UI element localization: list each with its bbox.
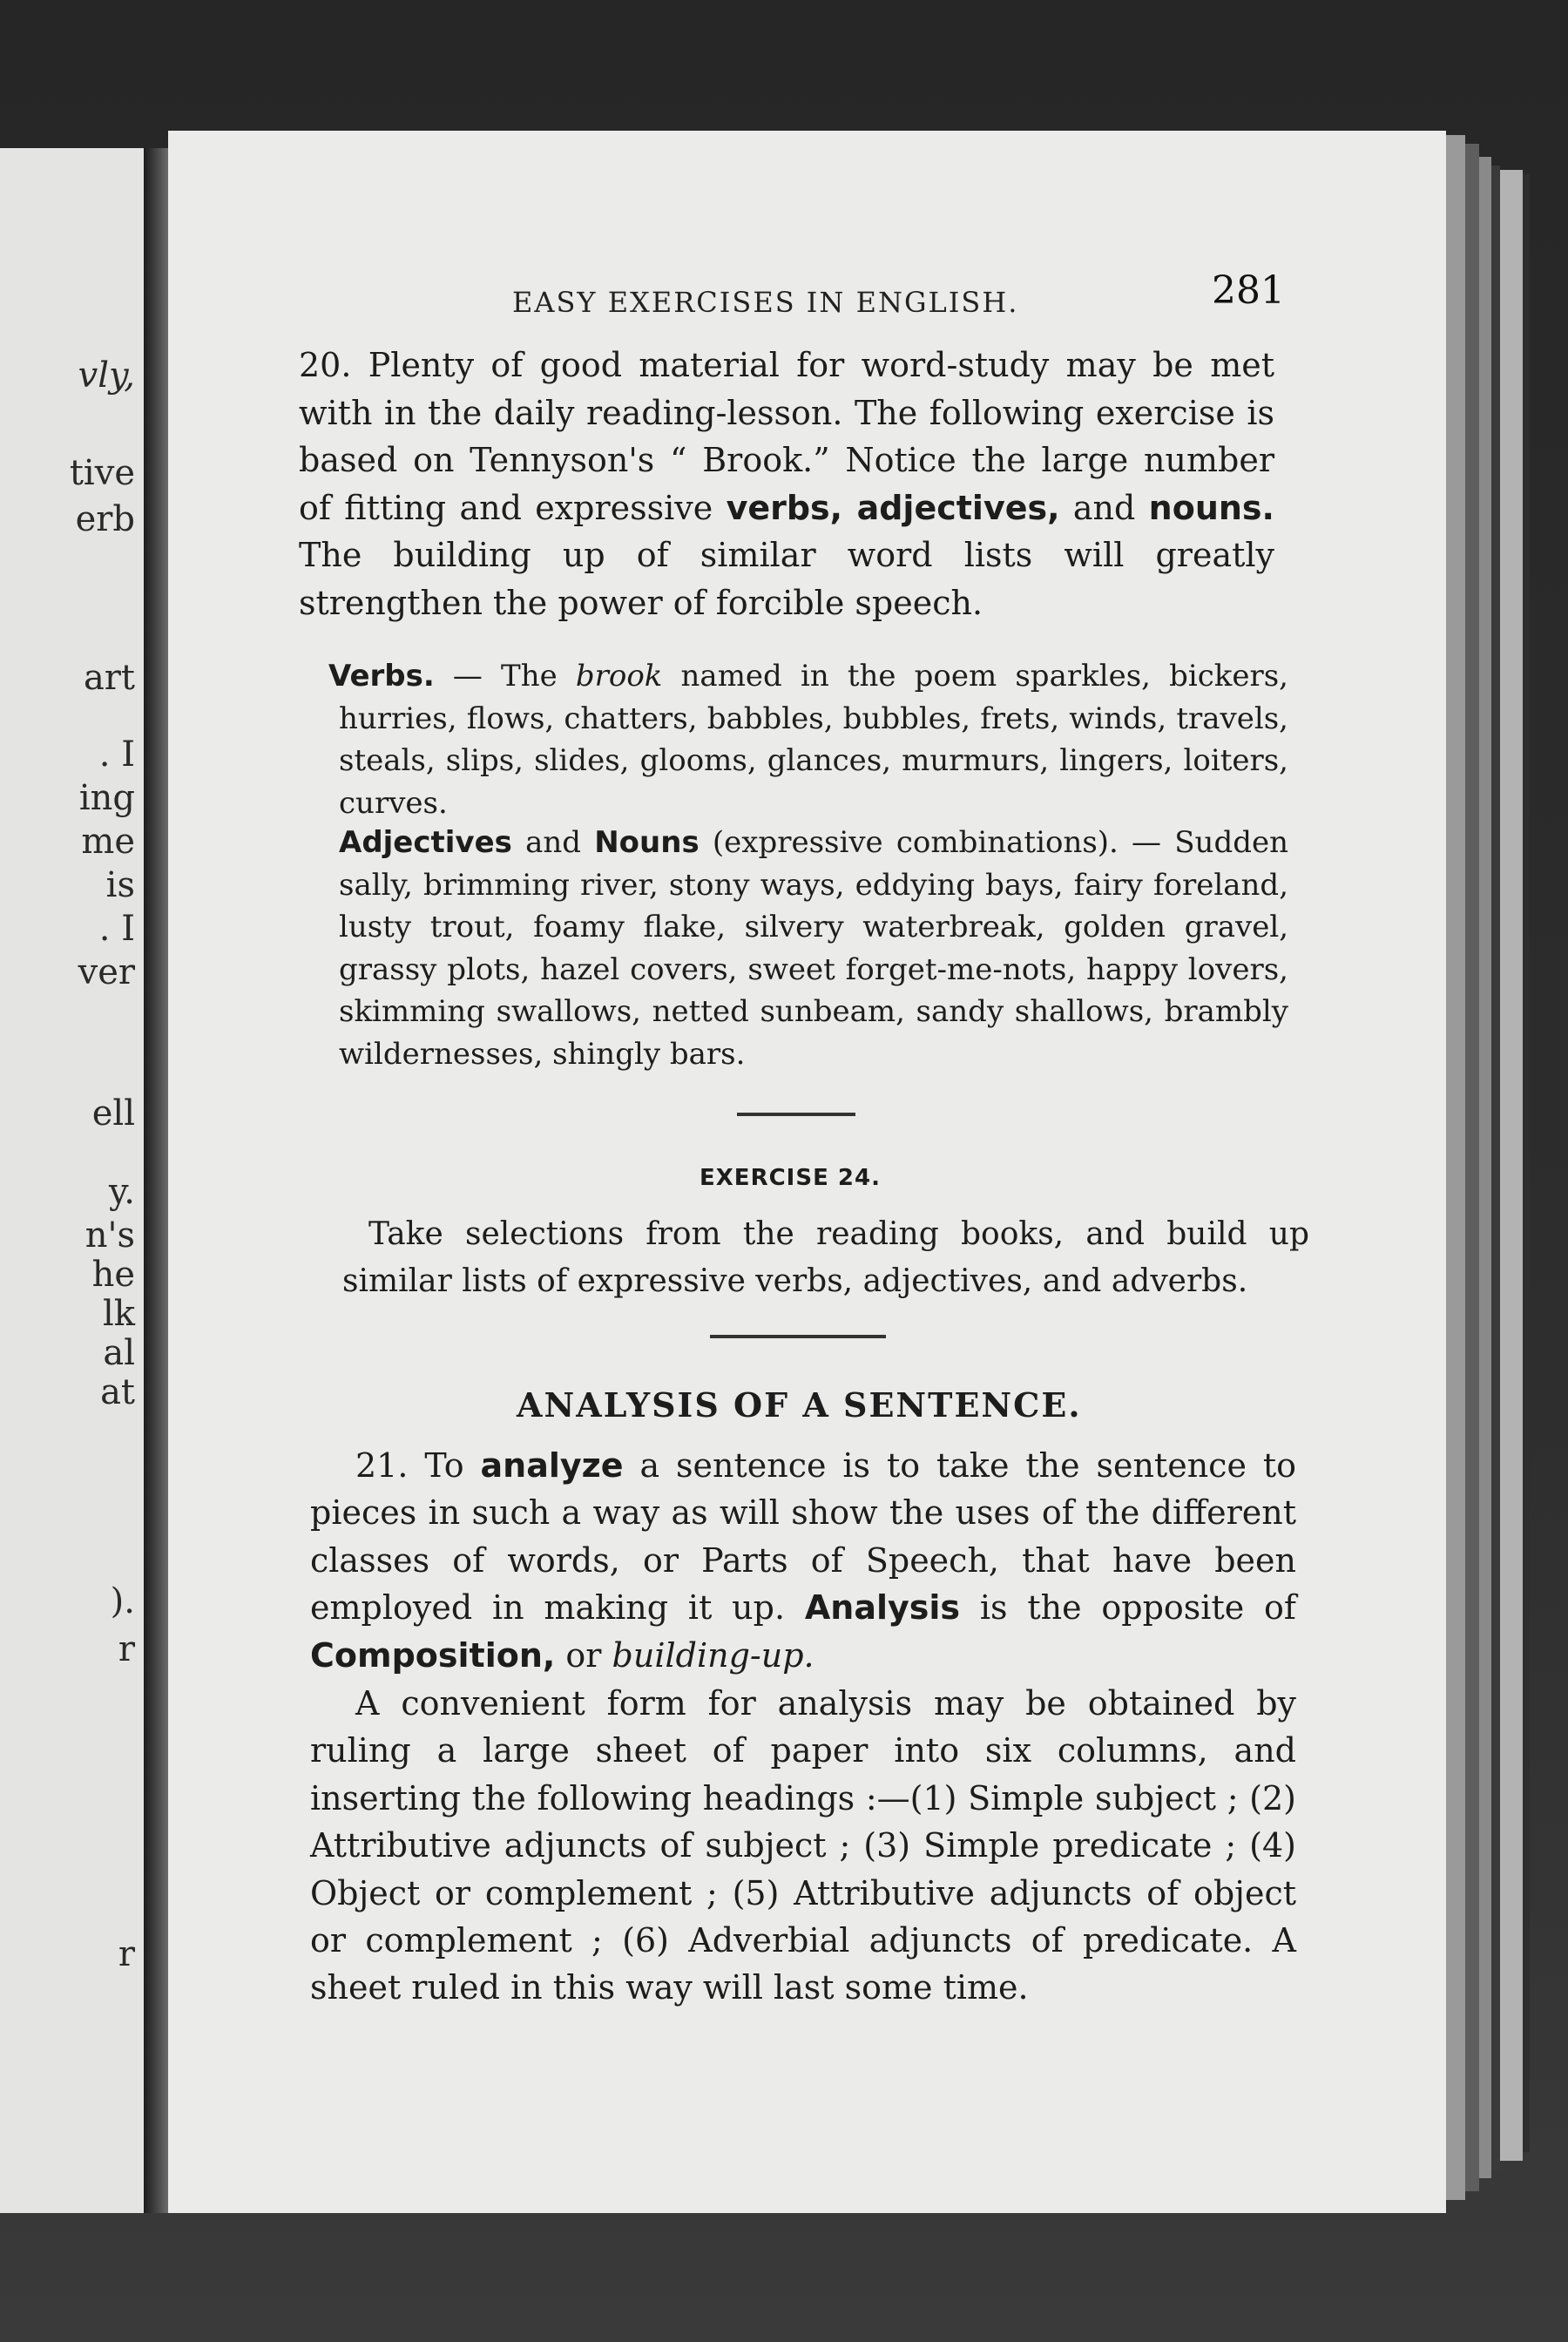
italic-term: brook xyxy=(575,659,663,694)
book-gutter xyxy=(144,148,168,2213)
paragraph-text: 21. To xyxy=(355,1446,481,1485)
left-page-text: n's xyxy=(84,1215,135,1256)
page-edge xyxy=(1446,135,1465,2200)
left-page-text: tive xyxy=(69,453,135,493)
paragraph-text: and xyxy=(1059,488,1149,527)
left-page-text: ver xyxy=(78,952,135,992)
exercise-heading: EXERCISE 24. xyxy=(700,1165,881,1191)
paragraph-text: 20. Plenty of good material for word-study may be met with in the daily reading-lesson. The following exercise is based on Tennyson's “ Brook.” Notice the large number of fitting and expressive xyxy=(299,346,1274,527)
bold-term: analyze xyxy=(480,1446,624,1485)
section-divider xyxy=(737,1113,855,1116)
left-page-text: y. xyxy=(109,1172,135,1212)
nouns-label: Nouns xyxy=(594,825,700,860)
left-page-text: . I xyxy=(98,909,135,949)
page-edge xyxy=(1479,157,1491,2178)
left-page-text: vly, xyxy=(78,355,135,396)
left-page-fragment xyxy=(0,148,144,2213)
analysis-form-paragraph: A convenient form for analysis may be obtained by ruling a large sheet of paper into six columns, and inserting the following headings :—(1) Simple subject ; (2) Attributive adjuncts of subject ; (3) Simple predicate ; (4) Object or complement ; (5) Attributive adjuncts of object or complement ; (6) Adverbial adjuncts of predicate. A sheet ruled in this way will last some time. xyxy=(310,1684,1296,2007)
page-number: 281 xyxy=(1212,268,1285,313)
page-edge xyxy=(1500,170,1523,2161)
paragraph-text: named in the poem sparkles, bickers, hurries, flows, chatters, babbles, bubbles, frets, winds, travels, steals, slips, slides, glooms, glances, murmurs, lingers, loiters, curves. xyxy=(339,659,1288,821)
paragraph-text: or xyxy=(555,1635,612,1675)
left-page-text: r xyxy=(118,1934,135,1974)
left-page-text: me xyxy=(81,822,135,862)
bold-term: nouns. xyxy=(1148,488,1274,527)
left-page-text: is xyxy=(105,865,135,905)
left-page-text: he xyxy=(91,1255,135,1295)
italic-term: building-up. xyxy=(612,1635,814,1675)
bold-term: verbs, adjectives, xyxy=(726,488,1060,527)
paragraph-20 xyxy=(299,342,1274,627)
paragraph-text: (expressive combinations). — Sudden sally, brimming river, stony ways, eddying bays, fairy foreland, lusty trout, foamy flake, silvery waterbreak, golden gravel, grassy plots, hazel covers, sweet forget-me-nots, happy lovers, skimming swallows, netted sunbeam, sandy shallows, brambly wildernesses, shingly bars. xyxy=(339,825,1288,1072)
page-edge xyxy=(1465,144,1479,2191)
page-edge xyxy=(1491,166,1500,2169)
left-page-text: . I xyxy=(98,734,135,775)
left-page-text: ell xyxy=(91,1093,135,1134)
paragraph-text: — The xyxy=(434,659,576,694)
book-page xyxy=(168,131,1446,2213)
left-page-text: lk xyxy=(102,1294,135,1334)
bold-term: Analysis xyxy=(804,1588,961,1628)
bold-term: Composition, xyxy=(310,1635,556,1675)
paragraph-text: is the opposite of xyxy=(960,1588,1296,1628)
left-page-text: at xyxy=(100,1372,135,1412)
paragraph-text: and xyxy=(511,825,595,860)
paragraph-text: a sentence is to take the sentence to pieces in such a way as will show the uses of the different classes of words, or Parts of Speech, that have been employed in making it up. xyxy=(310,1446,1296,1628)
page-edge xyxy=(1523,174,1530,2152)
left-page-text: ing xyxy=(78,778,135,818)
paragraph-21 xyxy=(310,1442,1296,1679)
left-page-text: erb xyxy=(75,499,135,539)
left-page-text: al xyxy=(103,1333,135,1373)
verbs-label: Verbs. xyxy=(328,659,435,694)
running-header: EASY EXERCISES IN ENGLISH. xyxy=(512,286,1019,319)
verbs-list xyxy=(328,655,1288,824)
paragraph-text: The building up of similar word lists will greatly strengthen the power of forcible speech. xyxy=(299,536,1274,622)
exercise-text: Take selections from the reading books, and build up similar lists of expressive verbs, adjectives, and adverbs. xyxy=(342,1216,1309,1299)
section-divider xyxy=(710,1335,886,1338)
adjectives-nouns-list xyxy=(339,822,1288,1075)
left-page-text: ). xyxy=(110,1581,135,1621)
adjectives-label: Adjectives xyxy=(339,825,512,860)
left-page-text: r xyxy=(118,1629,135,1669)
left-page-text: art xyxy=(83,658,135,698)
section-heading: ANALYSIS OF A SENTENCE. xyxy=(517,1385,1082,1425)
